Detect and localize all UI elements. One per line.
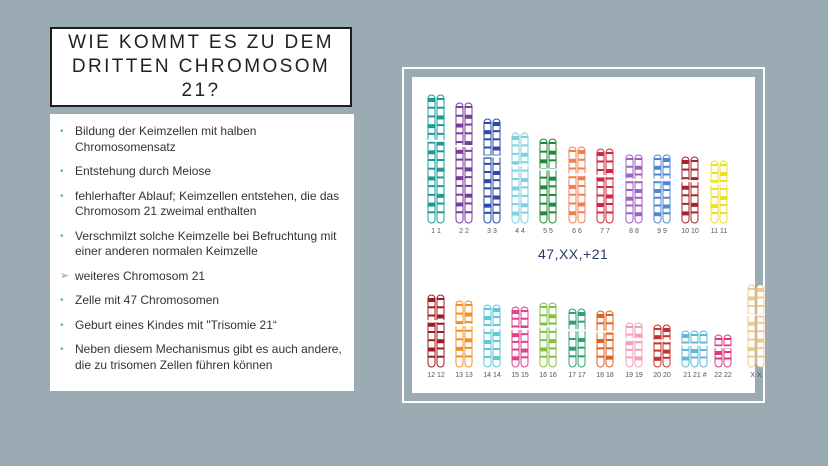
title-line-2: DRITTEN CHROMOSOM 21? — [71, 56, 331, 101]
chromosome — [456, 301, 464, 367]
bullet-dot-icon: • — [60, 230, 64, 242]
chromosome — [720, 161, 728, 223]
chromosome — [549, 139, 557, 223]
chromosome-number-label: 20 20 — [653, 372, 671, 379]
chromosome — [569, 147, 577, 223]
chromosome — [597, 149, 605, 223]
chromosome — [663, 155, 671, 223]
chromosome-number-label: 14 14 — [483, 372, 501, 379]
chromosome — [521, 307, 529, 367]
bullet-text: Neben diesem Mechanismus gibt es auch andere, die zu trisomen Zellen führen können — [75, 342, 342, 372]
chromosome — [549, 303, 557, 367]
chromosome-number-label: 16 16 — [539, 372, 557, 379]
chromosome — [682, 157, 690, 223]
bullet-text: Geburt eines Kindes mit "Trisomie 21“ — [75, 317, 277, 332]
chromosome — [682, 331, 690, 367]
bullet-text: Zelle mit 47 Chromosomen — [75, 293, 220, 307]
chromosome — [626, 323, 634, 367]
bullet-item — [60, 269, 348, 285]
arrow-bullet-icon: ➢ — [60, 269, 70, 282]
chromosome — [578, 147, 586, 223]
chromosome-number-label: 8 8 — [629, 228, 639, 235]
chromosome — [493, 305, 501, 367]
chromosome — [691, 157, 699, 223]
chromosome — [484, 119, 492, 223]
chromosome — [606, 311, 614, 367]
chromosome — [512, 307, 520, 367]
chromosome — [540, 139, 548, 223]
chromosome-number-label: 21 21 # — [683, 372, 707, 379]
chromosome-number-label: 22 22 — [714, 372, 732, 379]
chromosome-number-label: 11 11 — [710, 228, 728, 235]
chromosome — [578, 309, 586, 367]
chromosome — [456, 103, 464, 223]
chromosome — [724, 335, 732, 367]
chromosome — [512, 133, 520, 223]
chromosome-number-label: 15 15 — [511, 372, 529, 379]
bullet-item — [60, 189, 348, 220]
chromosome — [715, 335, 723, 367]
chromosome — [626, 155, 634, 223]
chromosome — [569, 309, 577, 367]
slide-title — [52, 31, 350, 103]
chromosome-number-label: 13 13 — [455, 372, 473, 379]
bullet-text: Verschmilzt solche Keimzelle bei Befruchtung mit einer anderen normalen Keimzelle — [75, 228, 337, 258]
chromosome-number-label: 17 17 — [568, 372, 586, 379]
bullet-text: weiteres Chromosom 21 — [75, 268, 206, 283]
chromosome — [700, 331, 708, 367]
chromosome — [437, 295, 445, 367]
chromosome — [484, 305, 492, 367]
chromosome-number-label: 5 5 — [543, 228, 553, 235]
chromosome-number-label: 12 12 — [427, 372, 445, 379]
chromosome — [493, 119, 501, 223]
chromosome-number-label: 10 10 — [681, 228, 699, 235]
chromosome-number-label: 6 6 — [572, 228, 582, 235]
bullet-item — [60, 318, 348, 334]
bullet-item — [60, 229, 348, 260]
chromosome — [757, 285, 765, 367]
bullet-item — [60, 164, 348, 180]
chromosome — [691, 331, 699, 367]
chromosome — [428, 95, 436, 223]
chromosome — [437, 95, 445, 223]
karyotype-image — [412, 77, 762, 393]
bullet-dot-icon: • — [60, 126, 64, 137]
chromosome — [521, 133, 529, 223]
bullet-dot-icon: • — [60, 190, 64, 202]
bullet-text: Entstehung durch Meiose — [75, 164, 212, 178]
karyotype-chromosomes — [412, 77, 762, 393]
chromosome — [711, 161, 719, 223]
bullet-dot-icon: • — [60, 166, 64, 177]
chromosome — [635, 155, 643, 223]
bullet-dot-icon: • — [60, 344, 64, 355]
chromosome-number-label: 2 2 — [459, 228, 469, 235]
chromosome — [663, 325, 671, 367]
chromosome-number-label: 3 3 — [487, 228, 497, 235]
title-box — [50, 27, 352, 107]
chromosome-number-label: X X — [750, 372, 762, 379]
chromosome — [428, 295, 436, 367]
chromosome — [540, 303, 548, 367]
chromosome — [635, 323, 643, 367]
bullet-text: Bildung der Keimzellen mit halben Chromosomensatz — [75, 124, 257, 154]
chromosome-number-label: 18 18 — [596, 372, 614, 379]
chromosome-number-label: 7 7 — [600, 228, 610, 235]
chromosome — [597, 311, 605, 367]
chromosome-number-label: 19 19 — [625, 372, 643, 379]
chromosome-number-label: 1 1 — [431, 228, 441, 235]
chromosome — [465, 103, 473, 223]
chromosome — [606, 149, 614, 223]
bullet-item — [60, 342, 348, 373]
chromosome-number-label: 9 9 — [657, 228, 667, 235]
bullet-text: fehlerhafter Ablauf; Keimzellen entstehen, die das Chromosom 21 zweimal enthalten — [75, 188, 340, 218]
bullet-item — [60, 124, 348, 155]
bullet-dot-icon: • — [60, 295, 64, 306]
chromosome — [465, 301, 473, 367]
title-line-1: WIE KOMMT ES ZU DEM — [68, 32, 334, 53]
bullet-dot-icon: • — [60, 319, 64, 331]
karyotype-label: 47,XX,+21 — [538, 246, 609, 262]
chromosome — [654, 155, 662, 223]
bullet-list — [50, 114, 354, 391]
bullet-item — [60, 293, 348, 309]
chromosome — [654, 325, 662, 367]
chromosome-number-label: 4 4 — [515, 228, 525, 235]
chromosome — [748, 285, 756, 367]
